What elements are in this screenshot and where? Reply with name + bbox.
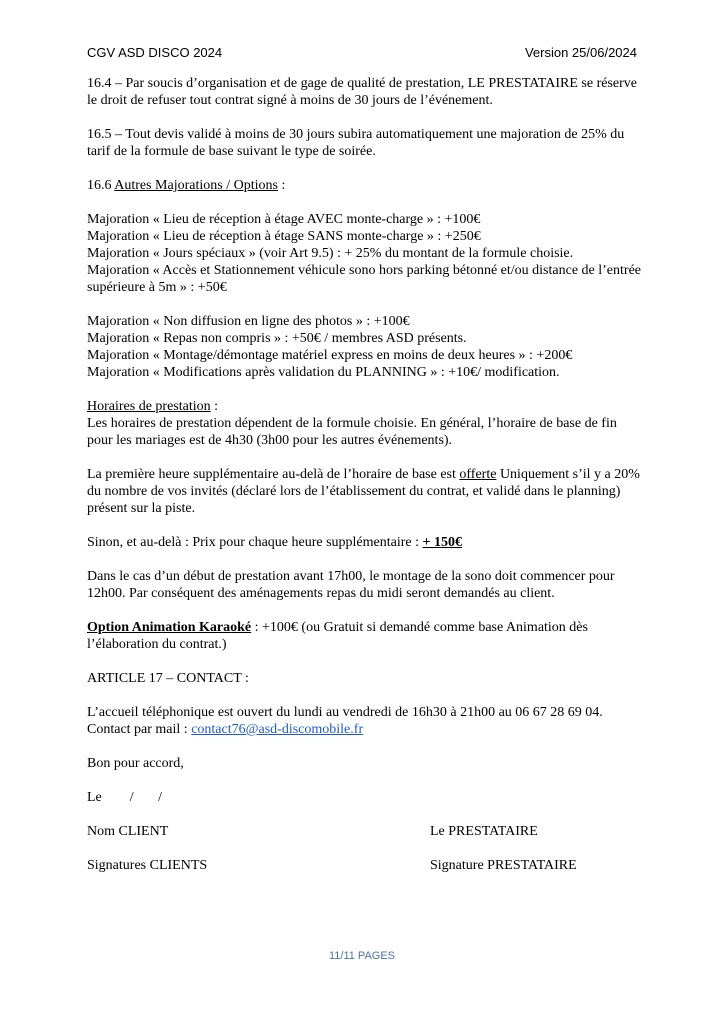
le-prestataire-label: Le PRESTATAIRE bbox=[430, 824, 538, 839]
header-title: CGV ASD DISCO 2024 bbox=[87, 45, 223, 60]
contact-phone: L’accueil téléphonique est ouvert du lundi au vendredi de 16h30 à 21h00 au 06 67 28 69 04. bbox=[87, 705, 603, 720]
contact-email-link[interactable]: contact76@asd-discomobile.fr bbox=[191, 722, 364, 737]
signature-names-row bbox=[87, 823, 643, 840]
horaires-heading bbox=[87, 398, 643, 415]
section-suffix: : bbox=[277, 178, 286, 193]
majoration-line: Majoration « Accès et Stationnement véhicule sono hors parking bétonné et/ou distance de l’entrée supérieure à 5m » : +50€ bbox=[87, 263, 641, 295]
premiere-heure-paragraph bbox=[87, 466, 643, 517]
extra-hour-paragraph bbox=[87, 534, 643, 551]
premiere-heure-before: La première heure supplémentaire au-delà de l’horaire de base est bbox=[87, 467, 460, 482]
document-body bbox=[87, 75, 643, 874]
page-number-footer: 11/11 PAGES bbox=[328, 950, 396, 962]
section-title: Autres Majorations / Options bbox=[114, 178, 278, 193]
signature-prestataire-label: Signature PRESTATAIRE bbox=[430, 858, 577, 873]
date-line: Le / / bbox=[87, 790, 163, 805]
majoration-line: Majoration « Lieu de réception à étage SANS monte-charge » : +250€ bbox=[87, 229, 481, 244]
header-version: Version 25/06/2024 bbox=[524, 45, 637, 60]
signature-lines-row bbox=[87, 857, 643, 874]
nom-client-label: Nom CLIENT bbox=[87, 824, 169, 839]
contact-mail-line bbox=[87, 721, 643, 738]
horaires-text: Les horaires de prestation dépendent de la formule choisie. En général, l’horaire de base de fin pour les mariages est de 4h30 (3h00 pour les autres événements). bbox=[87, 416, 617, 448]
majoration-line: Majoration « Montage/démontage matériel express en moins de deux heures » : +200€ bbox=[87, 348, 573, 363]
majoration-line: Majoration « Repas non compris » : +50€ / membres ASD présents. bbox=[87, 331, 467, 346]
majoration-line: Majoration « Modifications après validation du PLANNING » : +10€/ modification. bbox=[87, 365, 560, 380]
extra-hour-price: + 150€ bbox=[422, 535, 462, 550]
majoration-line: Majoration « Non diffusion en ligne des photos » : +100€ bbox=[87, 314, 410, 329]
article-17-heading: ARTICLE 17 – CONTACT : bbox=[87, 671, 249, 686]
bon-pour-accord: Bon pour accord, bbox=[87, 756, 184, 771]
majoration-line: Majoration « Lieu de réception à étage AVEC monte-charge » : +100€ bbox=[87, 212, 481, 227]
horaires-title-suffix: : bbox=[210, 399, 219, 414]
premiere-heure-after: Uniquement s’il y a 20% du nombre de vos invités (déclaré lors de l’établissement du contrat, et validé dans le planning) présent sur la piste. bbox=[87, 467, 640, 516]
debut-paragraph: Dans le cas d’un début de prestation avant 17h00, le montage de la sono doit commencer pour 12h00. Par conséquent des aménagements repas du midi seront demandés au client. bbox=[87, 569, 615, 601]
section-number: 16.6 bbox=[87, 178, 115, 193]
horaires-title: Horaires de prestation bbox=[87, 399, 211, 414]
offerte-text: offerte bbox=[459, 467, 497, 482]
paragraph-16-4: 16.4 – Par soucis d’organisation et de gage de qualité de prestation, LE PRESTATAIRE se réserve le droit de refuser tout contrat signé à moins de 30 jours de l’événement. bbox=[87, 76, 637, 108]
section-16-6-heading bbox=[87, 177, 643, 194]
contact-mail-label: Contact par mail : bbox=[87, 722, 192, 737]
karaoke-title: Option Animation Karaoké bbox=[87, 620, 252, 635]
paragraph-16-5: 16.5 – Tout devis validé à moins de 30 jours subira automatiquement une majoration de 25% du tarif de la formule de base suivant le type de soirée. bbox=[87, 127, 625, 159]
karaoke-text: : +100€ (ou Gratuit si demandé comme base Animation dès l’élaboration du contrat.) bbox=[87, 620, 588, 652]
karaoke-paragraph bbox=[87, 619, 643, 653]
signatures-clients-label: Signatures CLIENTS bbox=[87, 858, 208, 873]
extra-hour-text: Sinon, et au-delà : Prix pour chaque heure supplémentaire : bbox=[87, 535, 423, 550]
majoration-line: Majoration « Jours spéciaux » (voir Art 9.5) : + 25% du montant de la formule choisie. bbox=[87, 246, 574, 261]
